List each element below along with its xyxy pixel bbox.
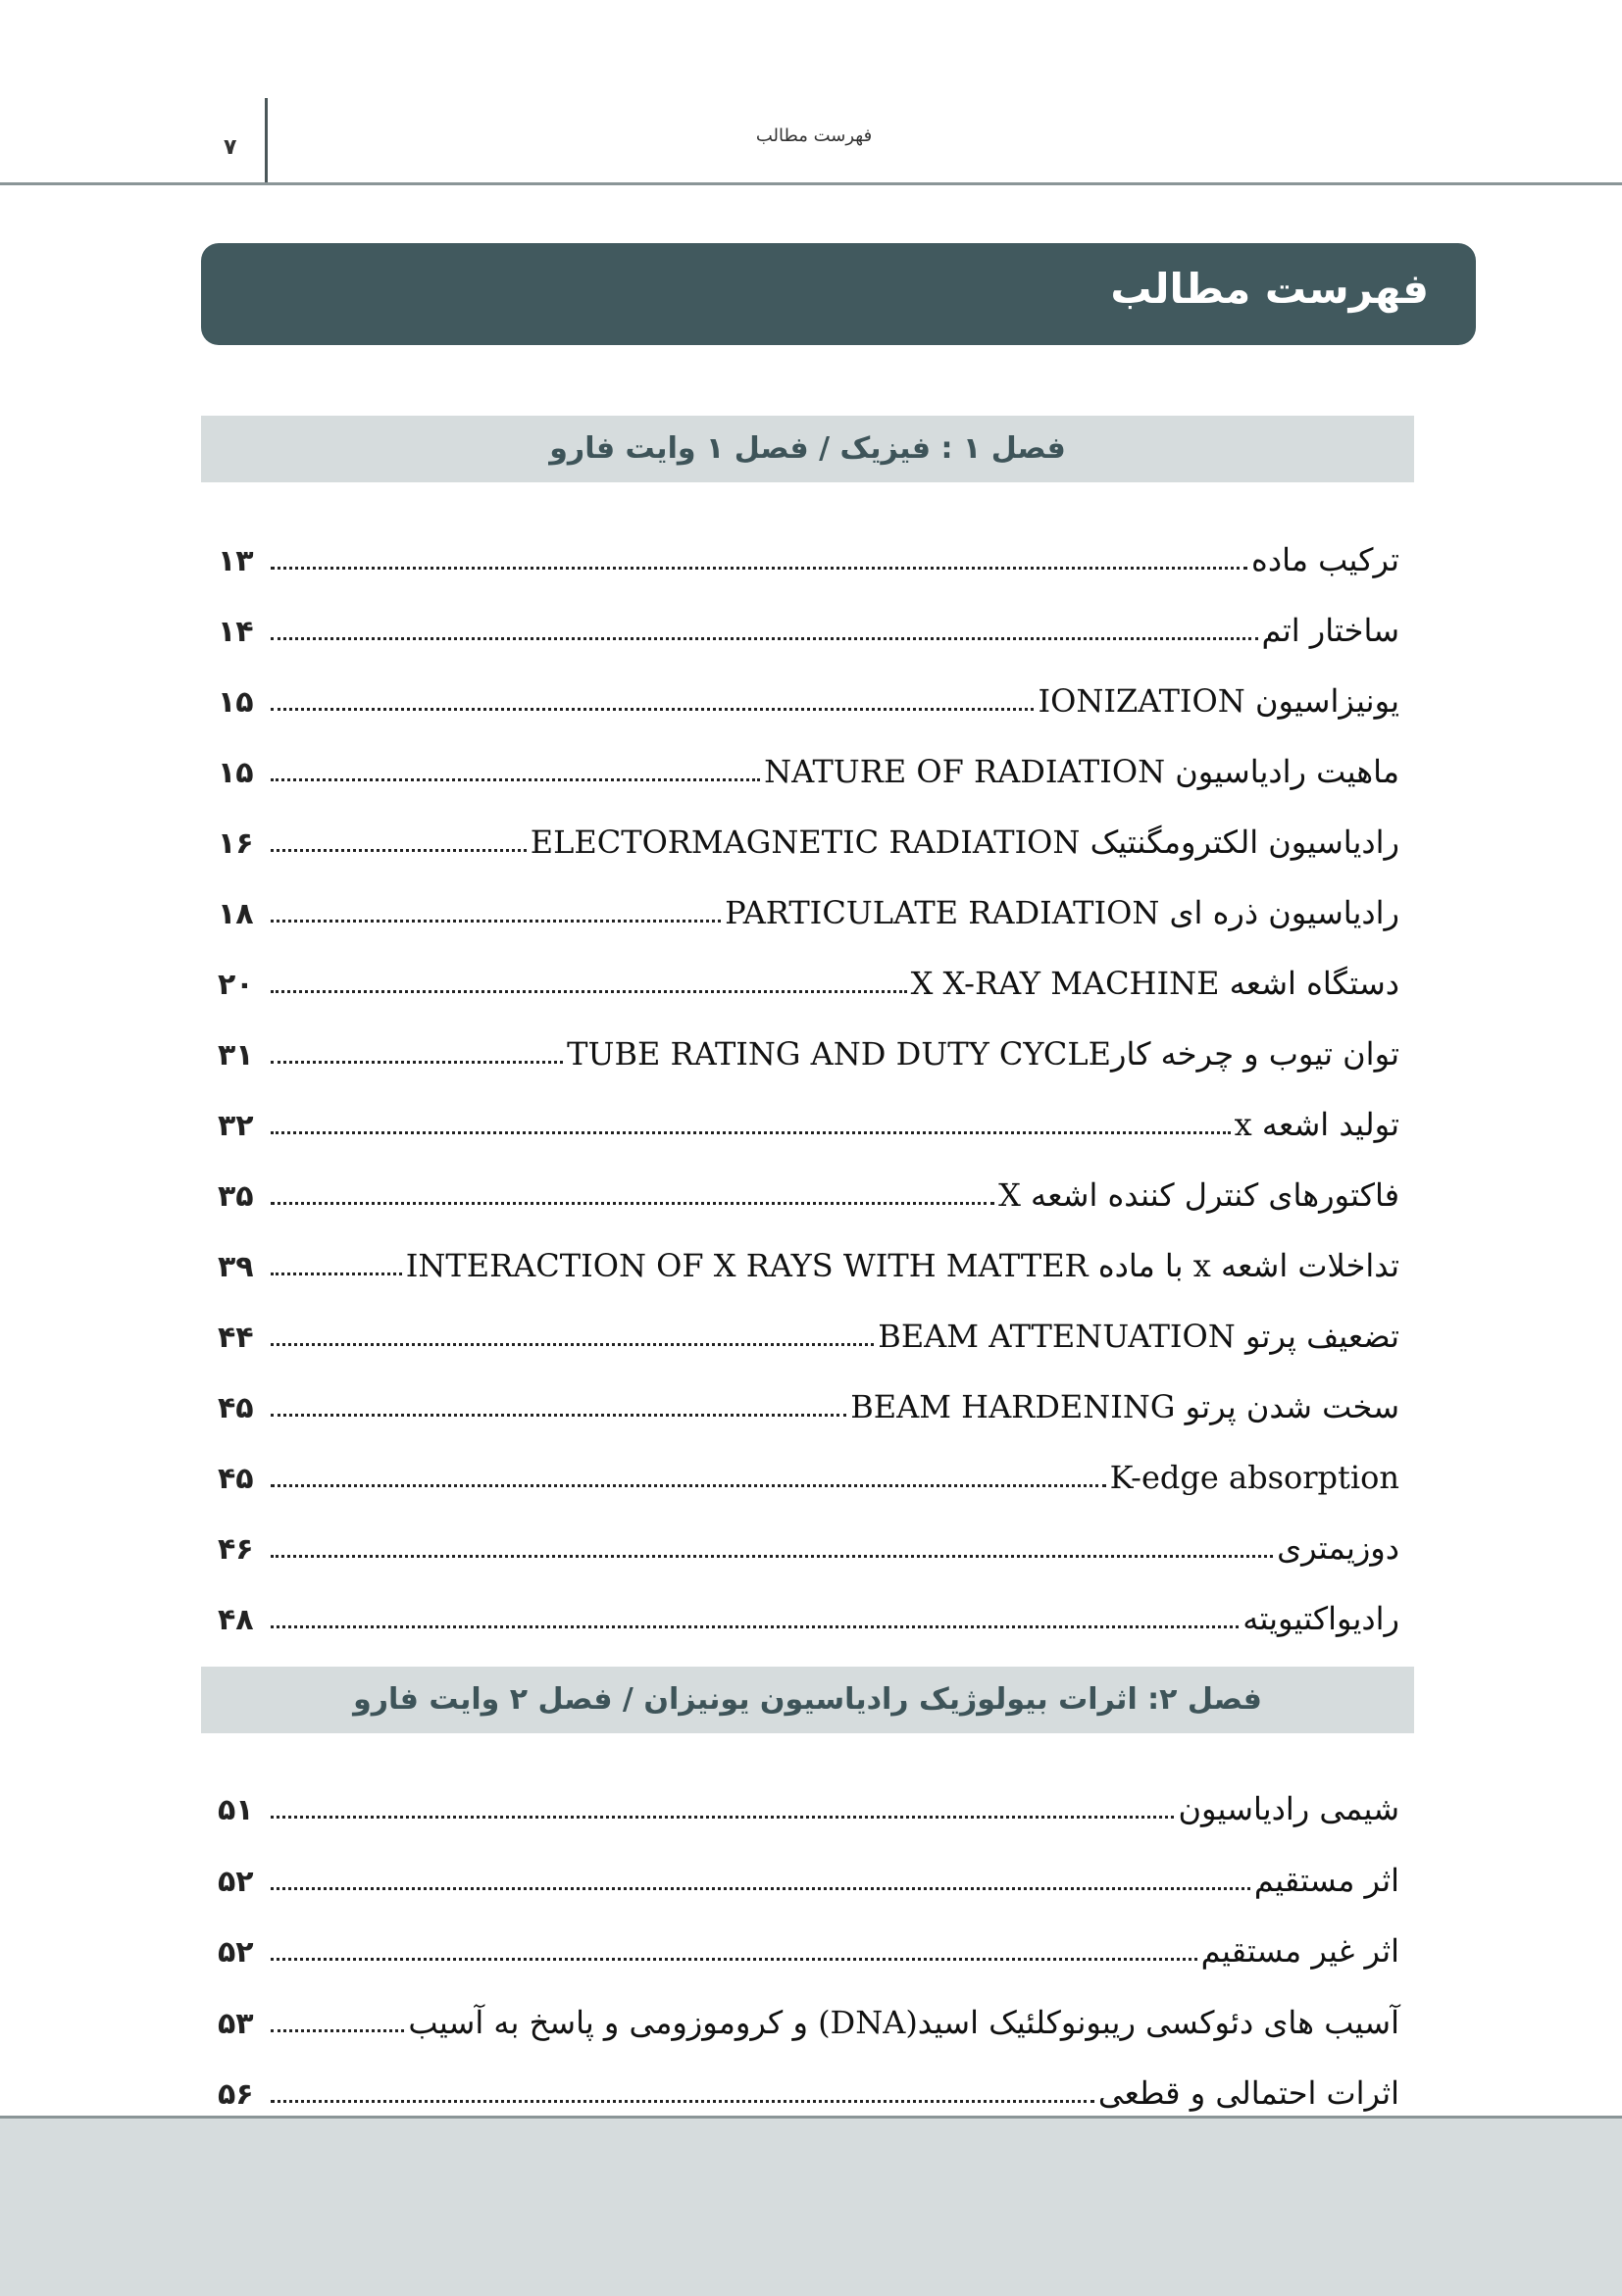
toc-entry[interactable] <box>218 524 1399 578</box>
toc-entry-page: ۱۵ <box>218 756 254 790</box>
toc-entry-title: تضعیف پرتو BEAM ATTENUATION <box>878 1318 1399 1355</box>
dot-leader <box>271 567 1247 570</box>
toc-entry-page: ۳۹ <box>218 1250 254 1284</box>
dot-leader <box>271 1131 1231 1134</box>
chapter-heading-1 <box>201 416 1414 482</box>
toc-entry-title: یونیزاسیون IONIZATION <box>1038 682 1399 720</box>
toc-entry-page: ۵۲ <box>218 1935 254 1970</box>
chapter-heading-text: فصل ۲: اثرات بیولوژیک رادیاسیون یونیزان / فصل ۲ وایت فارو <box>353 1682 1262 1717</box>
toc-entry[interactable] <box>218 1159 1399 1214</box>
toc-entry-title: تداخلات اشعه x با ماده INTERACTION OF X RAYS WITH MATTER <box>405 1247 1399 1284</box>
title-banner <box>201 243 1476 345</box>
toc-entry[interactable] <box>218 806 1399 861</box>
toc-entry[interactable] <box>218 665 1399 720</box>
dot-leader <box>271 1958 1197 1961</box>
toc-entry-title: اثر مستقیم <box>1253 1861 1399 1899</box>
toc-entry-page: ۴۴ <box>218 1321 254 1355</box>
toc-entry[interactable] <box>218 1844 1399 1899</box>
toc-entry[interactable] <box>218 1371 1399 1425</box>
dot-leader <box>271 1484 1106 1487</box>
toc-entry-title: تولید اشعه x <box>1234 1106 1399 1143</box>
toc-entry[interactable] <box>218 1915 1399 1970</box>
page-number: ۷ <box>224 135 237 160</box>
toc-entry[interactable] <box>218 1512 1399 1567</box>
dot-leader <box>271 1625 1239 1628</box>
dot-leader <box>271 1816 1174 1819</box>
dot-leader <box>271 990 907 993</box>
dot-leader <box>271 1202 994 1205</box>
dot-leader <box>271 778 760 781</box>
dot-leader <box>271 2029 404 2032</box>
toc-entry-page: ۳۱ <box>218 1038 254 1073</box>
toc-entry-title: K-edge absorption <box>1109 1459 1399 1496</box>
toc-entry-title: ماهیت رادیاسیون NATURE OF RADIATION <box>764 753 1399 790</box>
toc-entry[interactable] <box>218 1986 1399 2041</box>
toc-entry-title: رادیواکتیویته <box>1242 1600 1399 1637</box>
dot-leader <box>271 708 1034 711</box>
toc-entry-page: ۴۸ <box>218 1603 254 1637</box>
toc-entry-title: آسیب های دئوکسی ریبونوکلئیک اسید(DNA) و کروموزومی و پاسخ به آسیب <box>408 2003 1399 2041</box>
dot-leader <box>271 1555 1273 1558</box>
toc-entry-page: ۱۶ <box>218 826 254 861</box>
toc-entry-title: توان تیوب و چرخه کارTUBE RATING AND DUTY CYCLE <box>567 1035 1399 1073</box>
dot-leader <box>271 637 1258 640</box>
page-title: فهرست مطالب <box>1110 265 1429 313</box>
toc-entry[interactable] <box>218 876 1399 931</box>
toc-entry-page: ۳۵ <box>218 1179 254 1214</box>
dot-leader <box>271 849 527 852</box>
toc-entry[interactable] <box>218 1018 1399 1073</box>
toc-entry-page: ۱۵ <box>218 685 254 720</box>
toc-entry-title: دوزیمتری <box>1277 1529 1399 1567</box>
toc-entry-title: فاکتورهای کنترل کننده اشعه X <box>998 1176 1399 1214</box>
toc-entry[interactable] <box>218 1229 1399 1284</box>
dot-leader <box>271 2100 1094 2103</box>
toc-entry-title: رادیاسیون الکترومگنتیک ELECTORMAGNETIC RADIATION <box>530 824 1399 861</box>
footer-band <box>0 2116 1622 2296</box>
toc-entry[interactable] <box>218 1300 1399 1355</box>
header-divider <box>265 98 268 182</box>
toc-entry-title: ترکیب ماده <box>1251 541 1399 578</box>
dot-leader <box>271 920 721 923</box>
page-header <box>0 0 1622 185</box>
toc-entry-page: ۵۱ <box>218 1793 254 1827</box>
toc-entry-page: ۱۳ <box>218 544 254 578</box>
toc-entry[interactable] <box>218 1582 1399 1637</box>
toc-entry-title: سخت شدن پرتو BEAM HARDENING <box>850 1388 1399 1425</box>
dot-leader <box>271 1273 402 1275</box>
toc-entry[interactable] <box>218 735 1399 790</box>
running-title: فهرست مطالب <box>755 125 873 146</box>
chapter-heading-2 <box>201 1667 1414 1733</box>
toc-entry-page: ۵۲ <box>218 1864 254 1899</box>
toc-entry-title: شیمی رادیاسیون <box>1178 1790 1399 1827</box>
toc-entry[interactable] <box>218 947 1399 1002</box>
toc-entry[interactable] <box>218 594 1399 649</box>
toc-entry-title: رادیاسیون ذره ای PARTICULATE RADIATION <box>725 894 1399 931</box>
toc-entry-page: ۴۶ <box>218 1532 254 1567</box>
toc-entry[interactable] <box>218 2057 1399 2112</box>
chapter-heading-text: فصل ۱ : فیزیک / فصل ۱ وایت فارو <box>549 431 1066 466</box>
dot-leader <box>271 1061 563 1064</box>
toc-entry-page: ۲۰ <box>218 968 254 1002</box>
toc-entry-title: اثر غیر مستقیم <box>1200 1932 1399 1970</box>
dot-leader <box>271 1414 846 1417</box>
toc-entry-title: ساختار اتم <box>1261 612 1399 649</box>
toc-entry[interactable] <box>218 1772 1399 1827</box>
toc-entry-title: اثرات احتمالی و قطعی <box>1097 2074 1399 2112</box>
toc-entry[interactable] <box>218 1088 1399 1143</box>
toc-entry-page: ۵۳ <box>218 2006 254 2041</box>
toc-entry-page: ۱۴ <box>218 615 254 649</box>
toc-entry-page: ۴۵ <box>218 1391 254 1425</box>
toc-entry-page: ۵۶ <box>218 2077 254 2112</box>
toc-entry-page: ۴۵ <box>218 1462 254 1496</box>
dot-leader <box>271 1343 874 1346</box>
toc-entry-page: ۳۲ <box>218 1109 254 1143</box>
toc-entry-page: ۱۸ <box>218 897 254 931</box>
toc-entry[interactable] <box>218 1441 1399 1496</box>
toc-entry-title: دستگاه اشعه X X-RAY MACHINE <box>910 965 1399 1002</box>
dot-leader <box>271 1887 1250 1890</box>
